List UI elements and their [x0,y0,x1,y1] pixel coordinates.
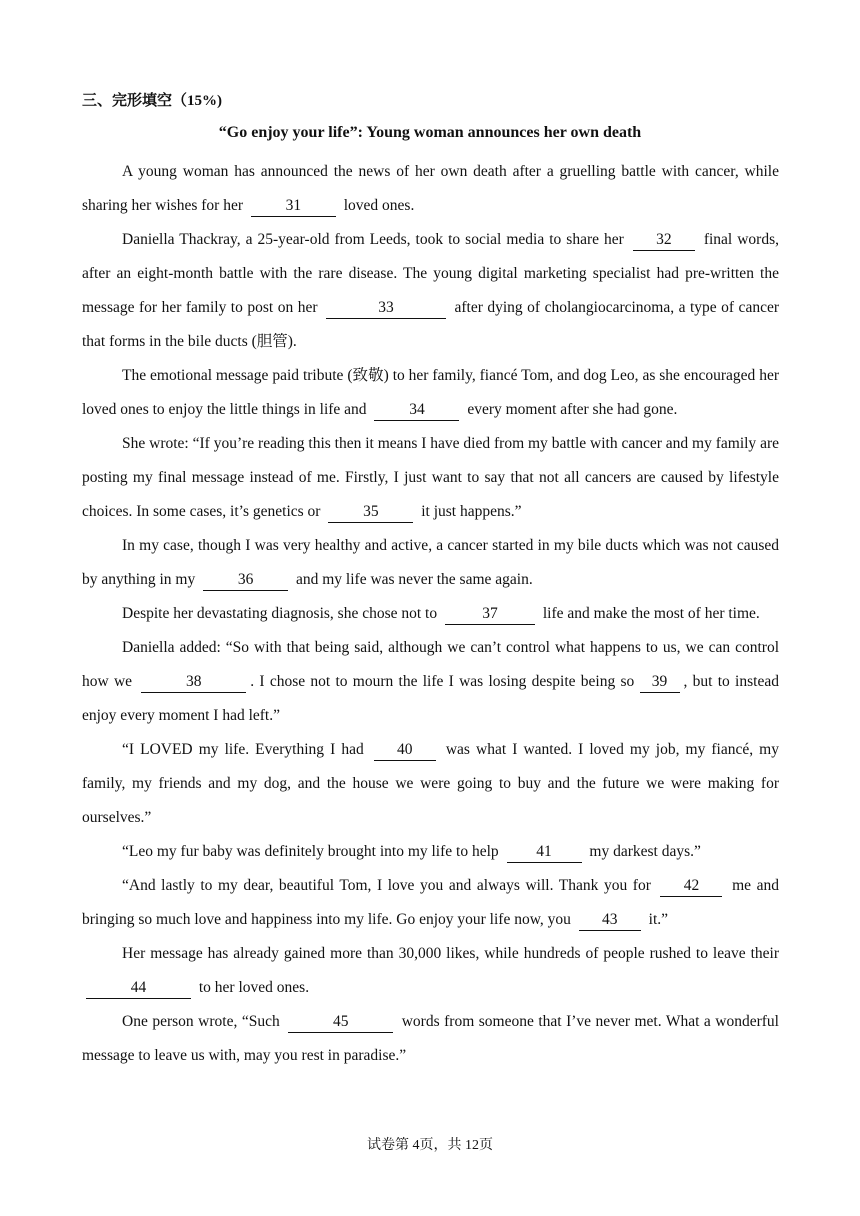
paragraph-text: it.” [644,911,669,928]
paragraph-text: “I LOVED my life. Everything I had [122,741,370,758]
blank-40[interactable]: 40 [374,740,436,761]
paragraph-text: “Leo my fur baby was definitely brought into my life to help [122,843,503,860]
paragraph-text: final words, after an eight-month battle with the rare disease. The young digital marketing specialist had pre-written the message for her family to post on her [82,231,779,316]
paragraph-text: me and bringing so much love and happiness into my life. Go enjoy your life now, you [82,877,779,928]
paragraph-12 [82,1005,779,1073]
blank-44[interactable]: 44 [86,978,191,999]
paragraph-6 [82,597,779,631]
section-title: 三、完形填空（15%) [82,93,222,109]
blank-35[interactable]: 35 [328,502,413,523]
page-footer: 试卷第 4页，共 12页 [367,1138,493,1153]
paragraph-text: Her message has already gained more than 30,000 likes, while hundreds of people rushed to leave their [122,945,779,962]
blank-37[interactable]: 37 [445,604,535,625]
paragraph-text: , but to instead enjoy every moment I had left.” [82,673,779,724]
paragraph-text: life and make the most of her time. [538,605,760,622]
paragraph-text: words from someone that I’ve never met. What a wonderful message to leave us with, may you rest in paradise.” [82,1013,779,1064]
blank-42[interactable]: 42 [660,876,722,897]
paragraph-text: to her loved ones. [195,979,310,996]
blank-32[interactable]: 32 [633,230,695,251]
blank-33[interactable]: 33 [326,298,446,319]
blank-43[interactable]: 43 [579,910,641,931]
paragraph-text: Daniella Thackray, a 25-year-old from Leeds, took to social media to share her [122,231,629,248]
blank-34[interactable]: 34 [374,400,459,421]
paragraph-text: One person wrote, “Such [122,1013,285,1030]
blank-38[interactable]: 38 [141,672,246,693]
blank-41[interactable]: 41 [507,842,582,863]
paragraph-text: was what I wanted. I loved my job, my fiancé, my family, my friends and my dog, and the house we were going to buy and the future we were making for ourselves.” [82,741,779,826]
paragraph-text: The emotional message paid tribute (致敬) to her family, fiancé Tom, and dog Leo, as she encouraged her loved ones to enjoy the little things in life and [82,367,779,418]
blank-31[interactable]: 31 [251,196,336,217]
paragraph-4 [82,427,779,529]
paragraph-text: and my life was never the same again. [292,571,533,588]
paragraph-text: every moment after she had gone. [463,401,678,418]
paragraph-text: She wrote: “If you’re reading this then it means I have died from my battle with cancer and my family are posting my final message instead of me. Firstly, I just want to say that not all cancers are caused by lifestyle choices. In some cases, it’s genetics or [82,435,779,520]
blank-39[interactable]: 39 [640,672,680,693]
paragraph-11 [82,937,779,1005]
paragraph-9 [82,835,779,869]
paragraph-text: A young woman has announced the news of her own death after a gruelling battle with cancer, while sharing her wishes for her [82,163,779,214]
paragraph-7 [82,631,779,733]
paragraph-3 [82,359,779,427]
paragraph-text: it just happens.” [417,503,522,520]
article-body [82,155,779,1073]
paragraph-text: “And lastly to my dear, beautiful Tom, I love you and always will. Thank you for [122,877,657,894]
paragraph-5 [82,529,779,597]
paragraph-2 [82,223,779,359]
paragraph-1 [82,155,779,223]
paragraph-text: loved ones. [339,197,415,214]
paragraph-text: In my case, though I was very healthy and active, a cancer started in my bile ducts which was not caused by anything in my [82,537,779,588]
blank-45[interactable]: 45 [288,1012,393,1033]
blank-36[interactable]: 36 [203,570,288,591]
paragraph-text: . I chose not to mourn the life I was losing despite being so [250,673,640,690]
paragraph-text: Daniella added: “So with that being said, although we can’t control what happens to us, we can control how we [82,639,779,690]
paragraph-8 [82,733,779,835]
paragraph-text: my darkest days.” [585,843,701,860]
paragraph-10 [82,869,779,937]
paragraph-text: after dying of cholangiocarcinoma, a type of cancer that forms in the bile ducts (胆管). [82,299,779,350]
paragraph-text: Despite her devastating diagnosis, she chose not to [122,605,441,622]
article-title: “Go enjoy your life”: Young woman announces her own death [218,124,642,141]
